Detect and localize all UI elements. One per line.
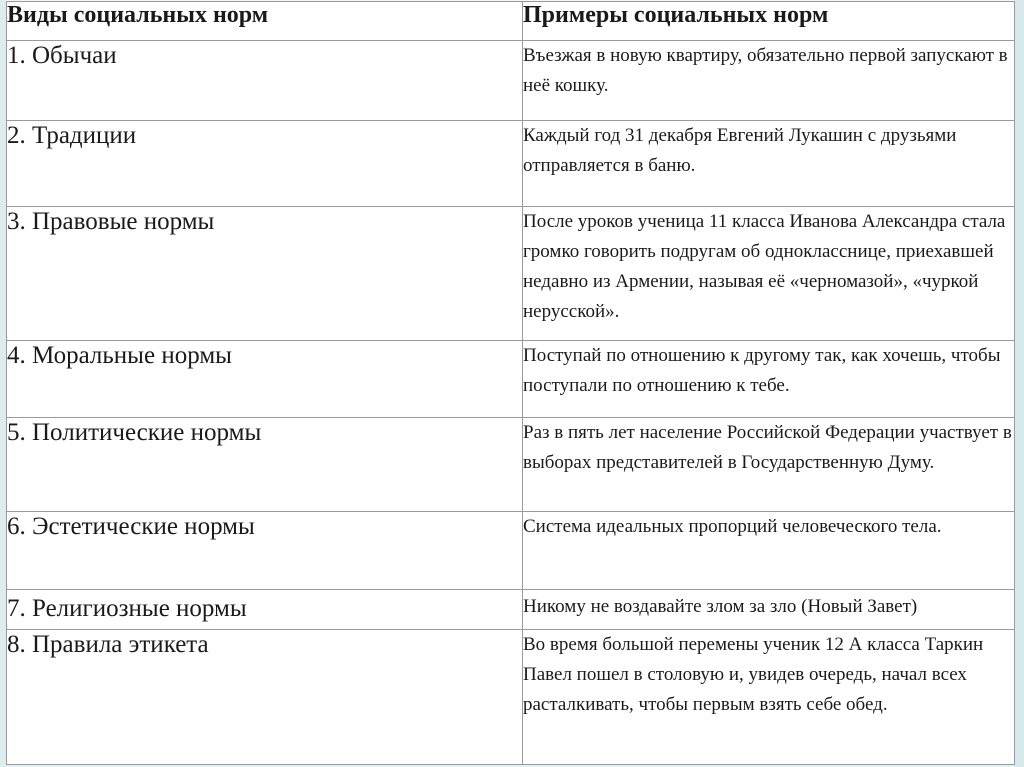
table-row [7, 589, 1015, 629]
norm-type-cell: 1. Обычаи [7, 41, 523, 121]
norm-example-cell: Никому не воздавайте злом за зло (Новый Завет) [523, 589, 1015, 629]
table-row [7, 41, 1015, 121]
table-row [7, 120, 1015, 206]
norm-type-cell: 5. Политические нормы [7, 417, 523, 511]
header-norm-examples: Примеры социальных норм [523, 2, 1015, 41]
norm-example-cell: Каждый год 31 декабря Евгений Лукашин с друзьями отправляется в баню. [523, 120, 1015, 206]
norm-type-cell: 6. Эстетические нормы [7, 512, 523, 590]
norm-example-cell: Система идеальных пропорций человеческого тела. [523, 512, 1015, 590]
norm-example-cell: Раз в пять лет население Российской Федерации участвует в выборах представителей в Государственную Думу. [523, 417, 1015, 511]
norm-example-cell: Въезжая в новую квартиру, обязательно первой запускают в неё кошку. [523, 41, 1015, 121]
norm-type-cell: 4. Моральные нормы [7, 341, 523, 418]
table-row [7, 341, 1015, 418]
norm-type-cell: 8. Правила этикета [7, 630, 523, 765]
table-row [7, 206, 1015, 341]
norm-type-cell: 3. Правовые нормы [7, 206, 523, 341]
social-norms-table [6, 1, 1015, 765]
norm-type-cell: 2. Традиции [7, 120, 523, 206]
header-norm-types: Виды социальных норм [7, 2, 523, 41]
norm-type-cell: 7. Религиозные нормы [7, 589, 523, 629]
norm-example-cell: Во время большой перемены ученик 12 А класса Таркин Павел пошел в столовую и, увидев очередь, начал всех расталкивать, чтобы первым взять себе обед. [523, 630, 1015, 765]
norm-example-cell: После уроков ученица 11 класса Иванова Александра стала громко говорить подругам об однокласснице, приехавшей недавно из Армении, называя её «черномазой», «чуркой нерусской». [523, 206, 1015, 341]
table-row [7, 512, 1015, 590]
table-row [7, 417, 1015, 511]
table-row [7, 630, 1015, 765]
norm-example-cell: Поступай по отношению к другому так, как хочешь, чтобы поступали по отношению к тебе. [523, 341, 1015, 418]
table-header-row [7, 2, 1015, 41]
right-edge-decoration [1014, 0, 1024, 767]
